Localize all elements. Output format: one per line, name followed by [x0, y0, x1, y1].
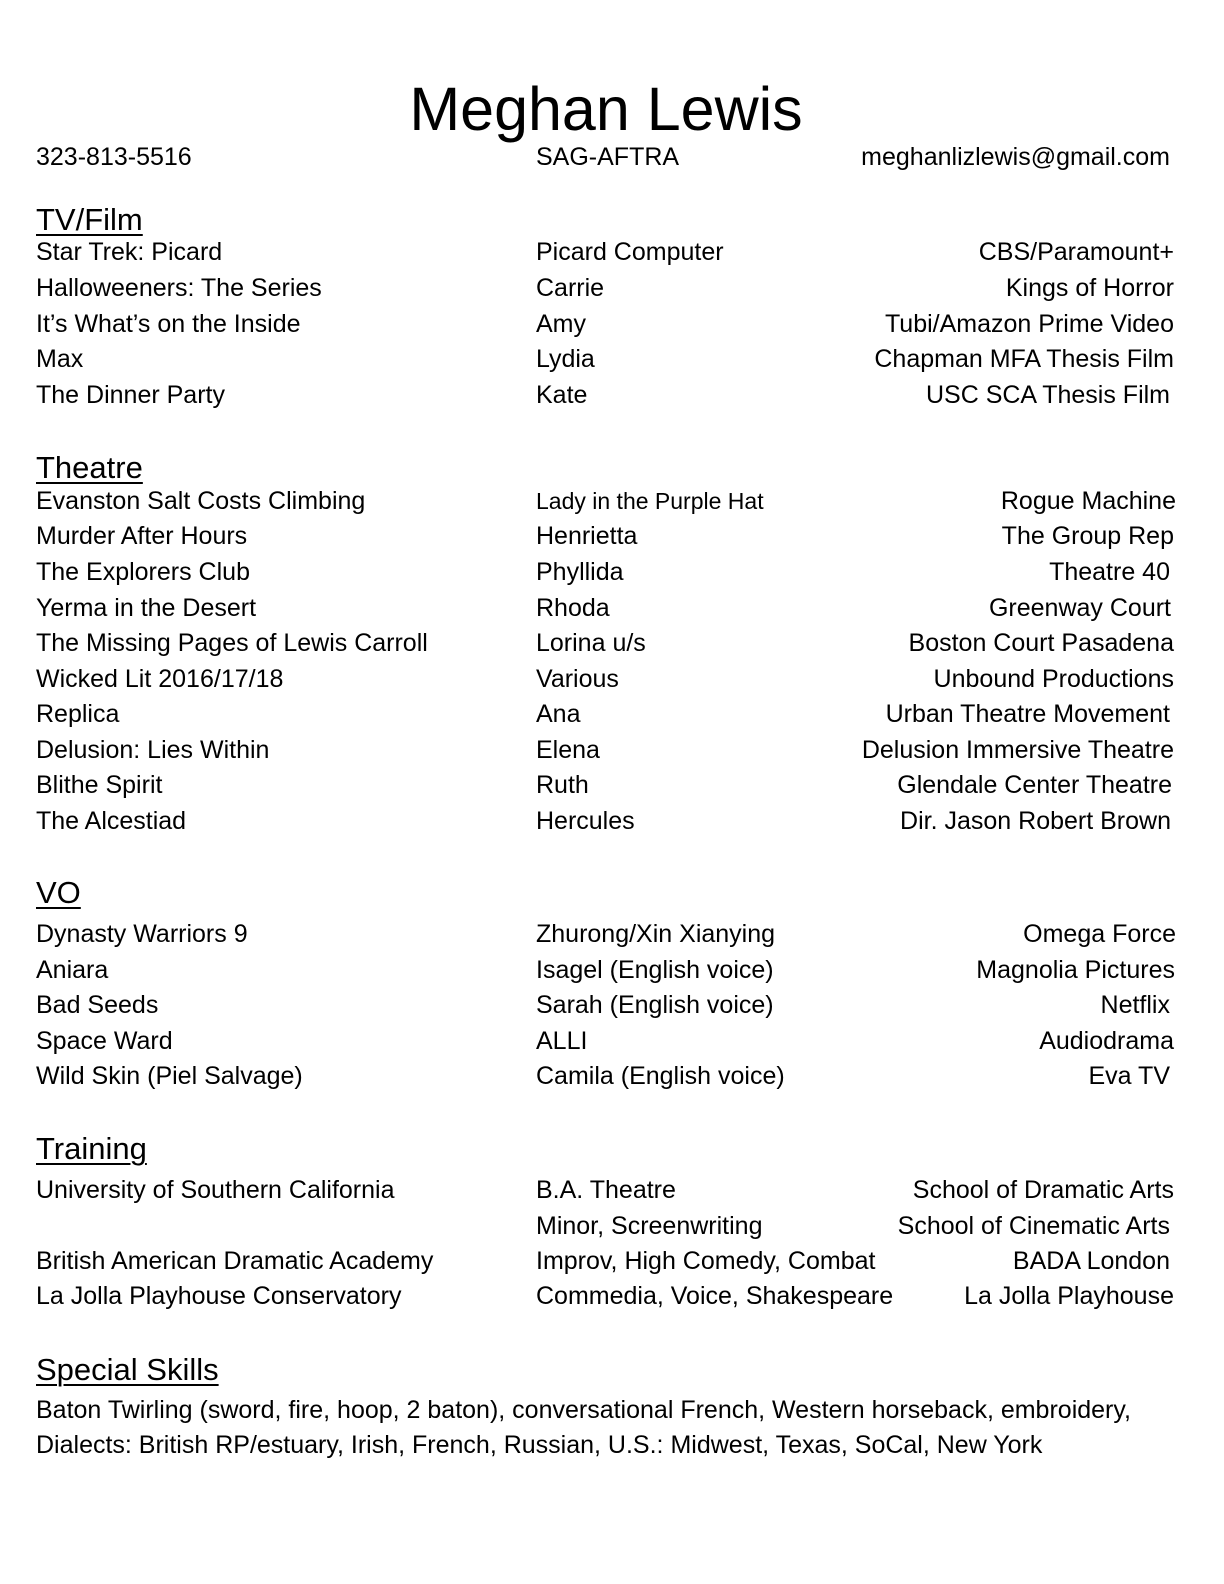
- credit-title: The Dinner Party: [36, 381, 225, 409]
- credit-title: Murder After Hours: [36, 522, 248, 550]
- training-row: [0, 1281, 1224, 1311]
- credit-company: USC SCA Thesis Film: [925, 381, 1170, 409]
- credit-company: Tubi/Amazon Prime Video: [884, 310, 1174, 338]
- skills-heading: Special Skills: [36, 1352, 219, 1387]
- credit-row: [0, 919, 1224, 949]
- credit-role: Henrietta: [536, 522, 638, 550]
- credit-company: Glendale Center Theatre: [897, 771, 1172, 799]
- credit-role: Ana: [536, 700, 581, 728]
- credit-title: Evanston Salt Costs Climbing: [36, 487, 366, 515]
- credit-company: Chapman MFA Thesis Film: [874, 345, 1174, 373]
- credit-title: Replica: [36, 700, 120, 728]
- union: SAG-AFTRA: [536, 143, 680, 171]
- credit-row: [0, 380, 1224, 410]
- credit-row: [0, 735, 1224, 765]
- training-department: School of Cinematic Arts: [897, 1212, 1170, 1240]
- credit-role: ALLI: [536, 1027, 588, 1055]
- skills-line: Baton Twirling (sword, fire, hoop, 2 baton), conversational French, Western horseback, embroidery,: [36, 1396, 1131, 1424]
- credit-company: Audiodrama: [1039, 1027, 1174, 1055]
- credit-role: Ruth: [536, 771, 589, 799]
- credit-company: CBS/Paramount+: [978, 238, 1174, 266]
- credit-title: It’s What’s on the Inside: [36, 310, 301, 338]
- credit-role: Camila (English voice): [536, 1062, 785, 1090]
- credit-row: [0, 806, 1224, 836]
- credit-company: Magnolia Pictures: [976, 956, 1175, 984]
- credit-role: Picard Computer: [536, 238, 724, 266]
- credit-company: Omega Force: [1023, 920, 1176, 948]
- credit-title: Space Ward: [36, 1027, 173, 1055]
- training-program: Improv, High Comedy, Combat: [536, 1247, 876, 1275]
- credit-title: The Alcestiad: [36, 807, 187, 835]
- credit-company: Kings of Horror: [1005, 274, 1174, 302]
- credit-row: [0, 628, 1224, 658]
- credit-title: Yerma in the Desert: [36, 594, 257, 622]
- credit-row: [0, 309, 1224, 339]
- credit-company: Boston Court Pasadena: [908, 629, 1174, 657]
- training-department: BADA London: [1012, 1247, 1170, 1275]
- credit-role: Isagel (English voice): [536, 956, 774, 984]
- credit-role: Amy: [536, 310, 586, 338]
- vo-heading: VO: [36, 875, 81, 910]
- credit-row: [0, 521, 1224, 551]
- credit-row: [0, 486, 1224, 516]
- training-row: [0, 1246, 1224, 1276]
- credit-role: Lydia: [536, 345, 595, 373]
- credit-title: The Explorers Club: [36, 558, 250, 586]
- credit-row: [0, 344, 1224, 374]
- credit-row: [0, 237, 1224, 267]
- credit-title: Aniara: [36, 956, 109, 984]
- theatre-heading: Theatre: [36, 450, 143, 485]
- credit-row: [0, 699, 1224, 729]
- credit-title: Halloweeners: The Series: [36, 274, 322, 302]
- credit-title: Dynasty Warriors 9: [36, 920, 248, 948]
- tvfilm-heading: TV/Film: [36, 202, 143, 237]
- skills-line: Dialects: British RP/estuary, Irish, French, Russian, U.S.: Midwest, Texas, SoCal, New York: [36, 1431, 1043, 1459]
- credit-company: Dir. Jason Robert Brown: [900, 807, 1171, 835]
- credit-role: Elena: [536, 736, 600, 764]
- credit-title: Delusion: Lies Within: [36, 736, 270, 764]
- credit-role: Carrie: [536, 274, 605, 302]
- credit-company: Eva TV: [1088, 1062, 1170, 1090]
- credit-company: Delusion Immersive Theatre: [861, 736, 1174, 764]
- credit-role: Lorina u/s: [536, 629, 646, 657]
- training-school: La Jolla Playhouse Conservatory: [36, 1282, 402, 1310]
- credit-company: Greenway Court: [988, 594, 1171, 622]
- credit-title: Bad Seeds: [36, 991, 159, 1019]
- credit-company: The Group Rep: [1001, 522, 1174, 550]
- training-heading: Training: [36, 1131, 147, 1166]
- credit-role: Sarah (English voice): [536, 991, 774, 1019]
- resume-name: Meghan Lewis: [409, 75, 803, 143]
- credit-role: Various: [536, 665, 619, 693]
- credit-company: Theatre 40: [1049, 558, 1170, 586]
- training-program: Commedia, Voice, Shakespeare: [536, 1282, 894, 1310]
- training-department: School of Dramatic Arts: [912, 1176, 1174, 1204]
- credit-title: Wicked Lit 2016/17/18: [36, 665, 284, 693]
- training-row: [0, 1211, 1224, 1241]
- credit-row: [0, 593, 1224, 623]
- email: meghanlizlewis@gmail.com: [861, 143, 1170, 171]
- credit-role: Rhoda: [536, 594, 610, 622]
- phone: 323-813-5516: [36, 143, 192, 171]
- credit-company: Urban Theatre Movement: [885, 700, 1170, 728]
- training-program: Minor, Screenwriting: [536, 1212, 763, 1240]
- credit-title: Star Trek: Picard: [36, 238, 223, 266]
- credit-row: [0, 990, 1224, 1020]
- credit-title: Wild Skin (Piel Salvage): [36, 1062, 303, 1090]
- credit-row: [0, 1026, 1224, 1056]
- training-school: British American Dramatic Academy: [36, 1247, 434, 1275]
- credit-role: Phyllida: [536, 558, 624, 586]
- credit-role: Kate: [536, 381, 588, 409]
- credit-title: Max: [36, 345, 84, 373]
- credit-row: [0, 557, 1224, 587]
- credit-row: [0, 664, 1224, 694]
- credit-row: [0, 955, 1224, 985]
- credit-title: Blithe Spirit: [36, 771, 163, 799]
- credit-role: Zhurong/Xin Xianying: [536, 920, 776, 948]
- credit-role: Hercules: [536, 807, 635, 835]
- training-program: B.A. Theatre: [536, 1176, 676, 1204]
- credit-company: Unbound Productions: [933, 665, 1174, 693]
- credit-row: [0, 273, 1224, 303]
- training-school: University of Southern California: [36, 1176, 395, 1204]
- training-row: [0, 1175, 1224, 1205]
- contact-row: [0, 142, 1224, 172]
- credit-company: Rogue Machine: [1000, 487, 1176, 515]
- credit-role: Lady in the Purple Hat: [536, 488, 764, 514]
- credit-company: Netflix: [1100, 991, 1170, 1019]
- credit-row: [0, 1061, 1224, 1091]
- training-department: La Jolla Playhouse: [964, 1282, 1174, 1310]
- credit-row: [0, 770, 1224, 800]
- credit-title: The Missing Pages of Lewis Carroll: [36, 629, 428, 657]
